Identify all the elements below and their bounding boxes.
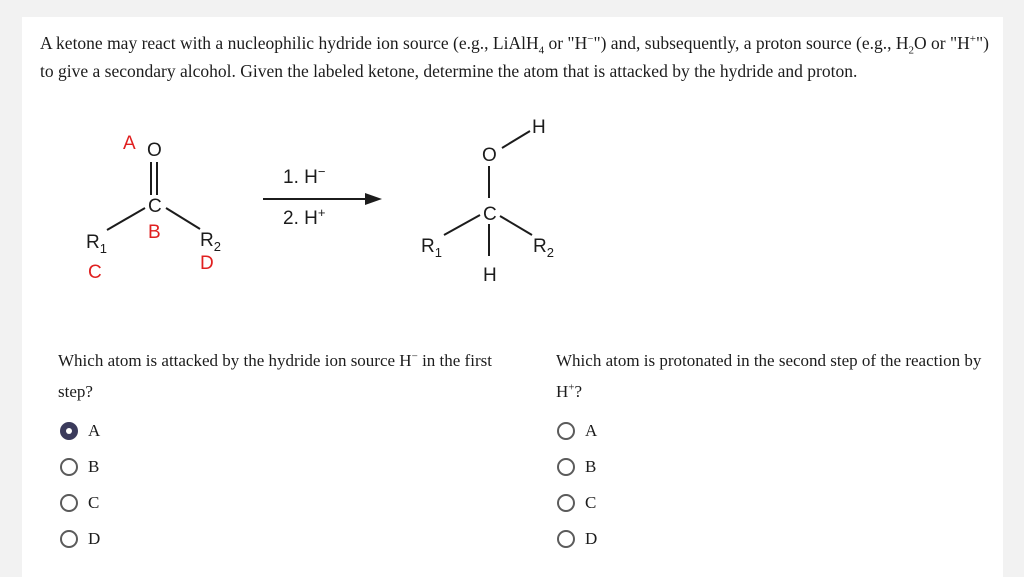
q2-option-label: D [585,529,598,548]
question-1-part: Which atom is attacked by the hydride ion source H [58,351,412,370]
prompt-superscript: + [969,33,977,46]
q1-option-label: B [88,457,100,476]
ketone-structure [86,133,221,283]
product-r1: $R_1$ [421,236,442,260]
prompt-text: or "H [544,33,588,53]
prompt-text: ") to give a secondary alcohol. Given the labeled ketone, determine the atom that is attacked by the hydride and proton. [40,33,989,81]
q2-option-d[interactable] [557,521,597,557]
bond-c-r1 [107,208,145,230]
product-added-h: H [483,265,497,286]
q2-radio-b[interactable] [557,458,575,476]
prompt-text: O or "H [914,33,970,53]
bond-c-r2 [500,216,532,235]
q2-radio-c[interactable] [557,494,575,512]
q1-option-label: A [88,421,101,440]
step1-reagent: 1. H− [283,164,326,188]
ketone-r1: $R_1$ [86,232,107,256]
prompt-text: ") and, subsequently, a proton source (e.g., H [593,33,909,53]
product-hydroxyl-h: H [532,117,546,138]
reaction-diagram [22,102,1002,302]
question-1-part: in the first step? [58,351,492,401]
arrow-head [365,193,382,205]
q2-option-label: C [585,493,597,512]
q1-radio-b[interactable] [60,458,78,476]
q1-radio-d[interactable] [60,530,78,548]
question-2-options [557,413,597,557]
q1-radio-c[interactable] [60,494,78,512]
q2-radio-d[interactable] [557,530,575,548]
label-a: A [123,133,136,154]
q1-option-label: D [88,529,101,548]
question-2-part: ? [574,382,583,401]
reaction-arrow [263,164,382,229]
prompt-superscript: − [587,33,594,46]
q1-option-label: C [88,493,100,512]
ketone-oxygen: O [147,140,162,161]
q1-option-a[interactable] [60,413,100,449]
question-1-options [60,413,100,557]
question-card [22,17,1003,577]
q1-option-c[interactable] [60,485,100,521]
step2-reagent: 2. H+ [283,205,326,229]
bond-c-r2 [166,208,200,229]
alcohol-structure [421,117,554,286]
q2-option-label: A [585,421,598,440]
bond-o-h [502,131,530,148]
q1-option-b[interactable] [60,449,100,485]
q2-option-label: B [585,457,597,476]
q2-option-b[interactable] [557,449,597,485]
bond-c-r1 [444,215,480,235]
question-1-superscript: − [411,350,418,363]
question-1-text [58,345,498,407]
ketone-r2: $R_2$ [200,230,221,254]
label-d: D [200,253,214,274]
q1-option-d[interactable] [60,521,100,557]
question-prompt [40,29,995,85]
q2-radio-a[interactable] [557,422,575,440]
question-2-text [556,345,996,407]
question-2-part: Which atom is protonated in the second step of the reaction by H [556,351,982,401]
ketone-carbon: C [148,196,162,217]
label-c: C [88,262,102,283]
prompt-text: A ketone may react with a nucleophilic hydride ion source (e.g., LiAlH [40,33,539,53]
prompt-subscript: 2 [908,44,915,57]
label-b: B [148,222,161,243]
q2-option-a[interactable] [557,413,597,449]
q1-radio-a[interactable] [60,422,78,440]
q2-option-c[interactable] [557,485,597,521]
product-r2: $R_2$ [533,236,554,260]
product-oxygen: O [482,145,497,166]
product-carbon: C [483,204,497,225]
question-2-superscript: + [568,381,575,394]
prompt-subscript: 4 [538,44,545,57]
